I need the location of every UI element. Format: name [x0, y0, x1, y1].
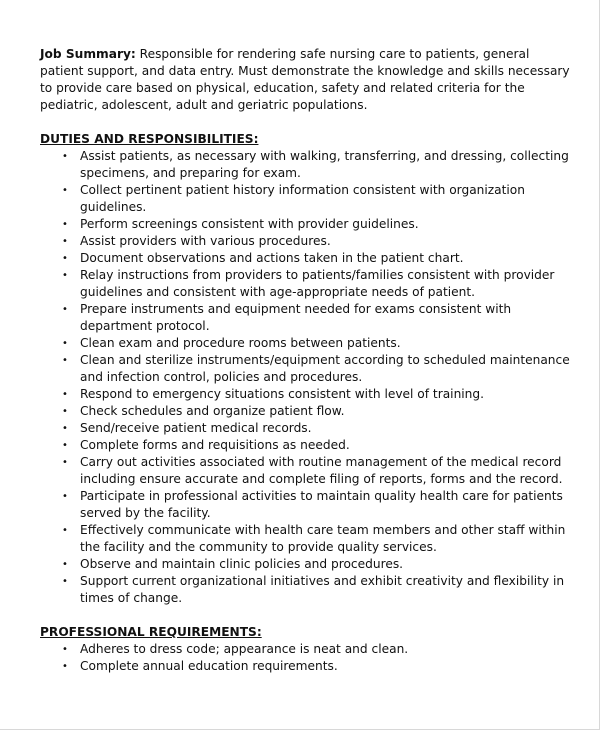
duty-text: Collect pertinent patient history information consistent with organization guidelines.	[80, 183, 525, 214]
bullet-icon: •	[62, 559, 68, 570]
duty-text: Document observations and actions taken in the patient chart.	[80, 251, 464, 265]
bullet-icon: •	[62, 491, 68, 502]
duty-text: Relay instructions from providers to patients/families consistent with provider guidelines and consistent with age-appropriate needs of patient.	[80, 268, 555, 299]
duty-item	[40, 335, 572, 352]
requirement-item	[40, 641, 572, 658]
bullet-icon: •	[62, 185, 68, 196]
duty-item	[40, 352, 572, 386]
duty-item	[40, 454, 572, 488]
duty-text: Send/receive patient medical records.	[80, 421, 312, 435]
duty-text: Assist patients, as necessary with walking, transferring, and dressing, collecting specimens, and preparing for exam.	[80, 149, 569, 180]
duty-item	[40, 182, 572, 216]
bullet-icon: •	[62, 423, 68, 434]
bullet-icon: •	[62, 253, 68, 264]
duty-item	[40, 148, 572, 182]
duty-text: Prepare instruments and equipment needed for exams consistent with department protocol.	[80, 302, 512, 333]
duty-text: Respond to emergency situations consistent with level of training.	[80, 387, 485, 401]
duties-heading: DUTIES AND RESPONSIBILITIES:	[40, 132, 259, 146]
bullet-icon: •	[62, 151, 68, 162]
bullet-icon: •	[62, 389, 68, 400]
duty-item	[40, 250, 572, 267]
bullet-icon: •	[62, 661, 68, 672]
job-summary	[40, 46, 572, 114]
duty-text: Clean exam and procedure rooms between patients.	[80, 336, 401, 350]
duty-text: Clean and sterilize instruments/equipment according to scheduled maintenance and infection control, policies and procedures.	[80, 353, 570, 384]
duty-text: Carry out activities associated with routine management of the medical record including ensure accurate and complete filing of reports, forms and the record.	[80, 455, 563, 486]
duty-text: Effectively communicate with health care team members and other staff within the facility and the community to provide quality services.	[80, 523, 566, 554]
duty-item	[40, 488, 572, 522]
bullet-icon: •	[62, 440, 68, 451]
duty-item	[40, 233, 572, 250]
duty-text: Support current organizational initiatives and exhibit creativity and flexibility in times of change.	[80, 574, 565, 605]
duty-item	[40, 522, 572, 556]
duty-text: Participate in professional activities to maintain quality health care for patients served by the facility.	[80, 489, 563, 520]
bullet-icon: •	[62, 644, 68, 655]
duty-text: Perform screenings consistent with provider guidelines.	[80, 217, 419, 231]
duty-item	[40, 437, 572, 454]
requirement-text: Adheres to dress code; appearance is neat and clean.	[80, 642, 409, 656]
bullet-icon: •	[62, 576, 68, 587]
duty-item	[40, 216, 572, 233]
duty-item	[40, 573, 572, 607]
duty-item	[40, 386, 572, 403]
bullet-icon: •	[62, 304, 68, 315]
duty-item	[40, 267, 572, 301]
job-summary-text: Responsible for rendering safe nursing care to patients, general patient support, and data entry. Must demonstrate the knowledge and skills necessary to provide care based on physical, education, safety and related criteria for the pediatric, adolescent, adult and geriatric populations.	[40, 47, 570, 112]
bullet-icon: •	[62, 457, 68, 468]
bullet-icon: •	[62, 406, 68, 417]
bullet-icon: •	[62, 525, 68, 536]
duty-item	[40, 556, 572, 573]
document-content	[40, 46, 572, 675]
duty-item	[40, 403, 572, 420]
bullet-icon: •	[62, 338, 68, 349]
duty-text: Check schedules and organize patient flow.	[80, 404, 345, 418]
duty-text: Assist providers with various procedures.	[80, 234, 331, 248]
duty-item	[40, 301, 572, 335]
requirement-item	[40, 658, 572, 675]
duties-list	[40, 148, 572, 607]
duty-item	[40, 420, 572, 437]
bullet-icon: •	[62, 270, 68, 281]
professional-requirements-heading: PROFESSIONAL REQUIREMENTS:	[40, 625, 262, 639]
duty-text: Observe and maintain clinic policies and procedures.	[80, 557, 404, 571]
job-summary-label: Job Summary:	[40, 47, 136, 61]
bullet-icon: •	[62, 219, 68, 230]
professional-requirements-list	[40, 641, 572, 675]
requirement-text: Complete annual education requirements.	[80, 659, 338, 673]
duty-text: Complete forms and requisitions as needed.	[80, 438, 350, 452]
bullet-icon: •	[62, 355, 68, 366]
bullet-icon: •	[62, 236, 68, 247]
